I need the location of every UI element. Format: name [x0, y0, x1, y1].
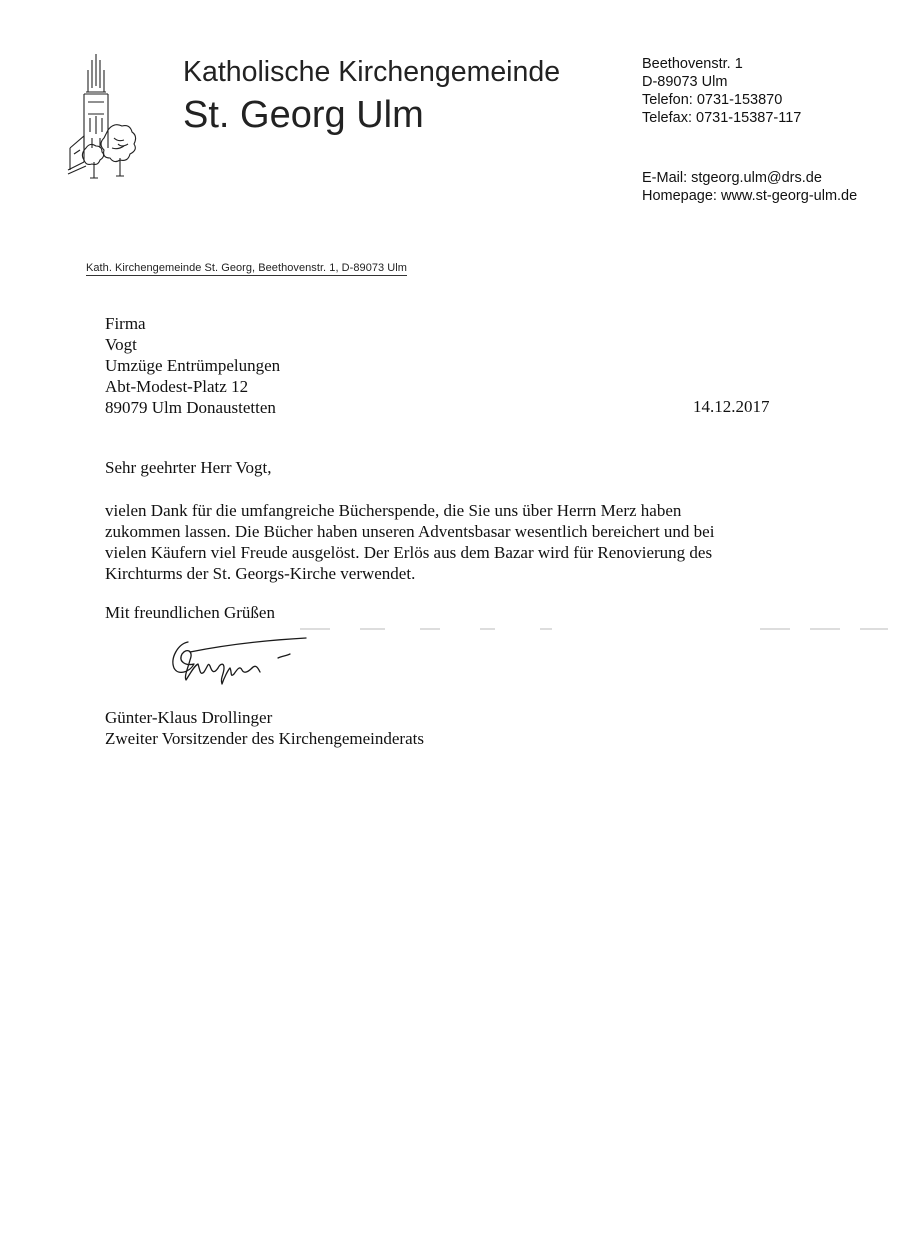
- salutation: Sehr geehrter Herr Vogt,: [105, 458, 272, 477]
- contact-email: E-Mail: stgeorg.ulm@drs.de: [642, 170, 822, 186]
- organization-parish: St. Georg Ulm: [183, 94, 424, 136]
- return-address: Kath. Kirchengemeinde St. Georg, Beethovenstr. 1, D-89073 Ulm: [86, 262, 408, 274]
- signer-block: [105, 707, 424, 749]
- body-line: Kirchturms der St. Georgs-Kirche verwendet.: [105, 564, 416, 583]
- contact-homepage: Homepage: www.st-georg-ulm.de: [642, 188, 858, 204]
- recipient-line: Umzüge Entrümpelungen: [105, 356, 281, 375]
- recipient-line: 89079 Ulm Donaustetten: [105, 398, 276, 417]
- recipient-address: [105, 313, 280, 418]
- body-line: zukommen lassen. Die Bücher haben unseren Adventsbasar wesentlich bereichert und bei: [105, 522, 715, 541]
- body-line: vielen Dank für die umfangreiche Bücherspende, die Sie uns über Herrn Merz haben: [105, 501, 682, 520]
- body-line: vielen Käufern viel Freude ausgelöst. Der Erlös aus dem Bazar wird für Renovierung des: [105, 543, 713, 562]
- letter-body: [105, 500, 714, 584]
- signer-title: Zweiter Vorsitzender des Kirchengemeinderats: [105, 729, 424, 748]
- contact-block: [642, 55, 857, 205]
- church-tower-with-trees-icon: [66, 52, 138, 182]
- contact-spacer: [642, 127, 857, 169]
- letter-date: 14.12.2017: [693, 397, 770, 416]
- contact-street: Beethovenstr. 1: [642, 56, 743, 72]
- recipient-line: Vogt: [105, 335, 137, 354]
- recipient-line: Abt-Modest-Platz 12: [105, 377, 249, 396]
- recipient-line: Firma: [105, 314, 146, 333]
- contact-fax: Telefax: 0731-15387-117: [642, 110, 802, 126]
- contact-city: D-89073 Ulm: [642, 74, 728, 90]
- closing: Mit freundlichen Grüßen: [105, 603, 275, 622]
- handwritten-signature: [160, 628, 310, 690]
- scan-artifact-line: [290, 626, 890, 632]
- organization-name: Katholische Kirchengemeinde: [183, 56, 561, 88]
- signer-name: Günter-Klaus Drollinger: [105, 708, 273, 727]
- contact-phone: Telefon: 0731-153870: [642, 92, 783, 108]
